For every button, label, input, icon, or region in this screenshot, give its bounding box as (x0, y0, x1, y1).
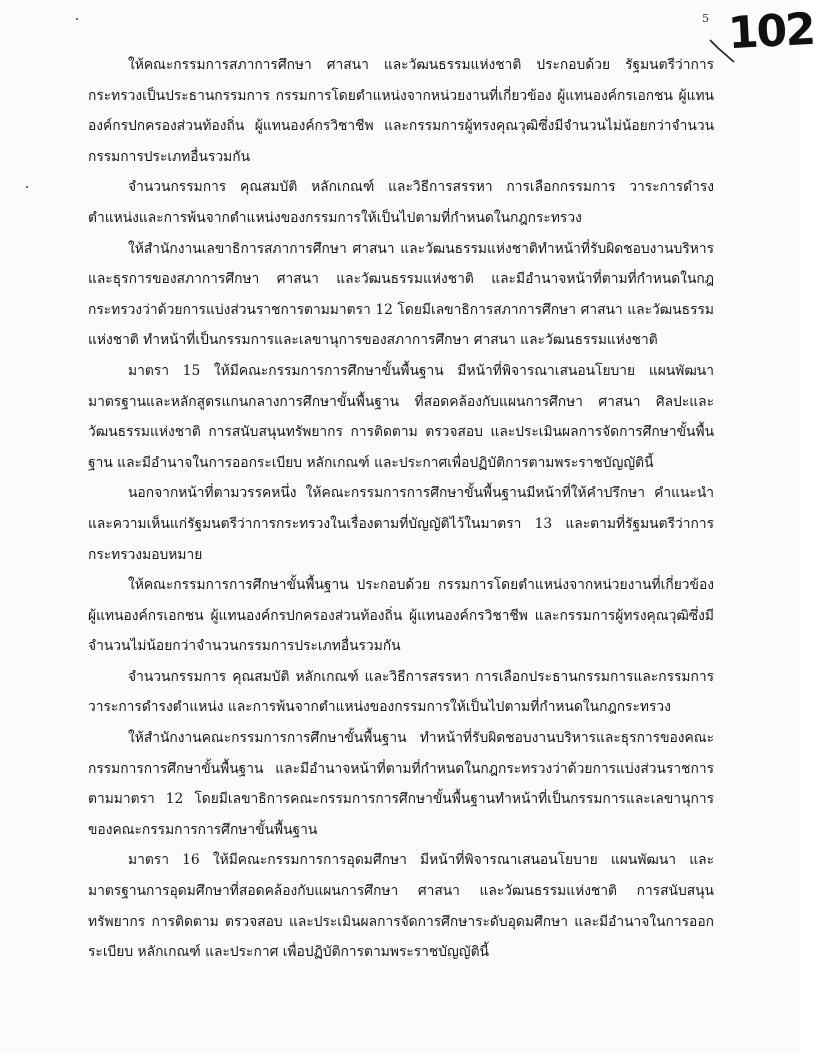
paragraph-basic-education-office: ให้สำนักงานคณะกรรมการการศึกษาขั้นพื้นฐาน ทำหน้าที่รับผิดชอบงานบริหารและธุรการของคณะกรรมการการศึกษาขั้นพื้นฐาน และมีอำนาจหน้าที่ตามที่กำหนดในกฎกระทรวงว่าด้วยการแบ่งส่วนราชการตามมาตรา 12 โดยมีเลขาธิการคณะกรรมการการศึกษาขั้นพื้นฐานทำหน้าที่เป็นกรรมการและเลขานุการของคณะกรรมการการศึกษาขั้นพื้นฐาน (88, 730, 714, 838)
paragraph-basic-education-advice: นอกจากหน้าที่ตามวรรคหนึ่ง ให้คณะกรรมการการศึกษาขั้นพื้นฐานมีหน้าที่ให้คำปรึกษา คำแนะนำ และความเห็นแก่รัฐมนตรีว่าการกระทรวงในเรื่องตามที่บัญญัติไว้ในมาตรา 13 และตามที่รัฐมนตรีว่าการกระทรวงมอบหมาย (88, 485, 714, 563)
scan-speck (26, 186, 28, 188)
paragraph-council-secretariat: ให้สำนักงานเลขาธิการสภาการศึกษา ศาสนา และวัฒนธรรมแห่งชาติทำหน้าที่รับผิดชอบงานบริหารและธุรการของสภาการศึกษา ศาสนา และวัฒนธรรมแห่งชาติ และมีอำนาจหน้าที่ตามที่กำหนดในกฎกระทรวงว่าด้วยการแบ่งส่วนราชการตามมาตรา 12 โดยมีเลขาธิการสภาการศึกษา ศาสนา และวัฒนธรรมแห่งชาติ ทำหน้าที่เป็นกรรมการและเลขานุการของสภาการศึกษา ศาสนา และวัฒนธรรมแห่งชาติ (88, 240, 714, 349)
paragraph-basic-education-composition: ให้คณะกรรมการการศึกษาขั้นพื้นฐาน ประกอบด้วย กรรมการโดยตำแหน่งจากหน่วยงานที่เกี่ยวข้อง ผู้แทนองค์กรเอกชน ผู้แทนองค์กรปกครองส่วนท้องถิ่น ผู้แทนองค์กรวิชาชีพ และกรรมการผู้ทรงคุณวุฒิซึ่งมีจำนวนไม่น้อยกว่าจำนวนกรรมการประเภทอื่นรวมกัน (88, 577, 714, 655)
scan-speck (76, 18, 78, 20)
handwritten-page-annotation: 102 (726, 3, 815, 60)
paragraph-section-15: มาตรา 15 ให้มีคณะกรรมการการศึกษาขั้นพื้นฐาน มีหน้าที่พิจารณาเสนอนโยบาย แผนพัฒนามาตรฐานและหลักสูตรแกนกลางการศึกษาขั้นพื้นฐาน ที่สอดคล้องกับแผนการศึกษา ศาสนา ศิลปะและวัฒนธรรมแห่งชาติ การสนับสนุนทรัพยากร การติดตาม ตรวจสอบ และประเมินผลการจัดการศึกษาขั้นพื้นฐาน และมีอำนาจในการออกระเบียบ หลักเกณฑ์ และประกาศเพื่อปฏิบัติการตามพระราชบัญญัตินี้ (88, 362, 714, 471)
page-number: 5 (702, 12, 709, 25)
paragraph-section-16: มาตรา 16 ให้มีคณะกรรมการการอุดมศึกษา มีหน้าที่พิจารณาเสนอนโยบาย แผนพัฒนา และมาตรฐานการอุดมศึกษาที่สอดคล้องกับแผนการศึกษา ศาสนา และวัฒนธรรมแห่งชาติ การสนับสนุนทรัพยากร การติดตาม ตรวจสอบ และประเมินผลการจัดการศึกษาระดับอุดมศึกษา และมีอำนาจในการออกระเบียบ หลักเกณฑ์ และประกาศ เพื่อปฏิบัติการตามพระราชบัญญัตินี้ (88, 852, 714, 961)
paragraph-council-composition: ให้คณะกรรมการสภาการศึกษา ศาสนา และวัฒนธรรมแห่งชาติ ประกอบด้วย รัฐมนตรีว่าการกระทรวงเป็นประธานกรรมการ กรรมการโดยตำแหน่งจากหน่วยงานที่เกี่ยวข้อง ผู้แทนองค์กรเอกชน ผู้แทนองค์กรปกครองส่วนท้องถิ่น ผู้แทนองค์กรวิชาชีพ และกรรมการผู้ทรงคุณวุฒิซึ่งมีจำนวนไม่น้อยกว่าจำนวนกรรมการประเภทอื่นรวมกัน (88, 57, 714, 165)
legal-text-body (88, 50, 714, 968)
paragraph-basic-education-members-rules: จำนวนกรรมการ คุณสมบัติ หลักเกณฑ์ และวิธีการสรรหา การเลือกประธานกรรมการและกรรมการ วาระการดำรงตำแหน่ง และการพ้นจากตำแหน่งของกรรมการให้เป็นไปตามที่กำหนดในกฎกระทรวง (88, 668, 714, 716)
paragraph-council-members-rules: จำนวนกรรมการ คุณสมบัติ หลักเกณฑ์ และวิธีการสรรหา การเลือกกรรมการ วาระการดำรงตำแหน่งและการพ้นจากตำแหน่งของกรรมการให้เป็นไปตามที่กำหนดในกฎกระทรวง (88, 179, 714, 226)
